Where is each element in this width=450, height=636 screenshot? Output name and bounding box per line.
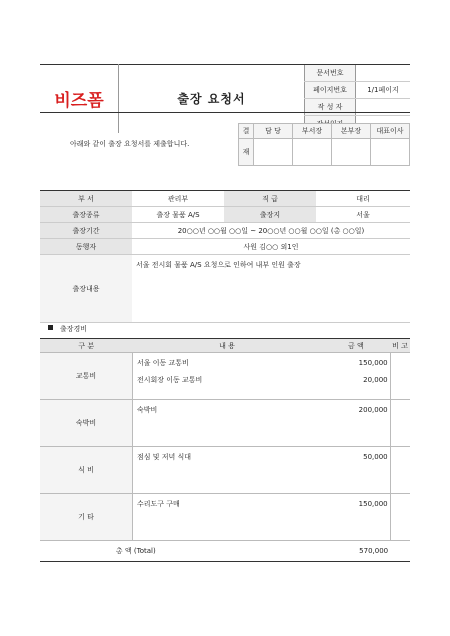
meta-label-doc-number: 문서번호 (305, 65, 356, 82)
brand-logo: 비즈폼 (40, 65, 119, 133)
table-row (40, 447, 410, 494)
trip-type-value: 출장 물품 A/S (132, 207, 224, 223)
approval-table (238, 123, 410, 166)
expense-remarks (390, 494, 410, 541)
signature-box-division-head[interactable] (332, 139, 371, 166)
col-header-category: 구 분 (40, 339, 133, 353)
category-other: 기 타 (40, 494, 133, 541)
col-header-description: 내 용 (133, 339, 322, 353)
trip-place-label: 출장지 (224, 207, 316, 223)
approval-role-division-head: 본부장 (332, 124, 371, 139)
companion-value: 사원 김○○ 외1인 (132, 239, 410, 255)
signature-box-dept-head[interactable] (293, 139, 332, 166)
square-bullet-icon (48, 325, 53, 330)
approval-label-top: 결 (239, 124, 254, 139)
expense-section-heading (48, 324, 87, 334)
table-row (40, 353, 410, 400)
expense-description: 서울 이동 교통비 전시회장 이동 교통비 (133, 353, 322, 400)
meta-label-author: 작 성 자 (305, 99, 356, 116)
total-value: 570,000 (322, 541, 391, 562)
expense-amount: 50,000 (322, 447, 391, 494)
intro-text: 아래와 같이 출장 요청서를 제출합니다. (70, 140, 190, 148)
approval-label-bottom: 재 (239, 139, 254, 166)
approval-role-ceo: 대표이사 (371, 124, 410, 139)
dept-value: 관리부 (132, 191, 224, 207)
total-label: 총 액 (Total) (40, 541, 232, 562)
trip-period-value: 20○○년 ○○월 ○○일 ~ 20○○년 ○○월 ○○일 (총 ○○일) (132, 223, 410, 239)
col-header-amount: 금 액 (322, 339, 391, 353)
signature-box-ceo[interactable] (371, 139, 410, 166)
dept-label: 부 서 (40, 191, 132, 207)
approval-role-dept-head: 부서장 (293, 124, 332, 139)
total-row (40, 541, 410, 562)
document-title: 출장 요청서 (119, 65, 305, 133)
expense-description: 수리도구 구매 (133, 494, 322, 541)
trip-period-label: 출장기간 (40, 223, 132, 239)
table-row (40, 494, 410, 541)
trip-type-label: 출장종류 (40, 207, 132, 223)
expense-description: 점심 및 저녁 식대 (133, 447, 322, 494)
category-transport: 교통비 (40, 353, 133, 400)
trip-content-value: 서울 전시회 물품 A/S 요청으로 인하여 내부 인원 출장 (132, 255, 410, 323)
meta-value-page-number: 1/1페이지 (356, 82, 411, 99)
expense-amount: 150,000 20,000 (322, 353, 391, 400)
category-lodging: 숙박비 (40, 400, 133, 447)
col-header-remarks: 비 고 (390, 339, 410, 353)
signature-box-staff[interactable] (254, 139, 293, 166)
rank-value: 대리 (316, 191, 410, 207)
trip-place-value: 서울 (316, 207, 410, 223)
expense-amount: 200,000 (322, 400, 391, 447)
meta-value-doc-number (356, 65, 411, 82)
expense-remarks (390, 447, 410, 494)
expense-description: 숙박비 (133, 400, 322, 447)
companion-label: 동행자 (40, 239, 132, 255)
trip-content-label: 출장내용 (40, 255, 132, 323)
expense-amount: 150,000 (322, 494, 391, 541)
expense-section-title: 출장경비 (60, 325, 88, 333)
expense-remarks (390, 400, 410, 447)
category-meals: 식 비 (40, 447, 133, 494)
expense-table (40, 338, 410, 562)
intro-section (40, 112, 410, 171)
table-row (40, 400, 410, 447)
trip-info-table (40, 190, 410, 323)
expense-remarks (390, 353, 410, 400)
approval-role-staff: 담 당 (254, 124, 293, 139)
meta-label-page-number: 페이지번호 (305, 82, 356, 99)
rank-label: 직 급 (224, 191, 316, 207)
